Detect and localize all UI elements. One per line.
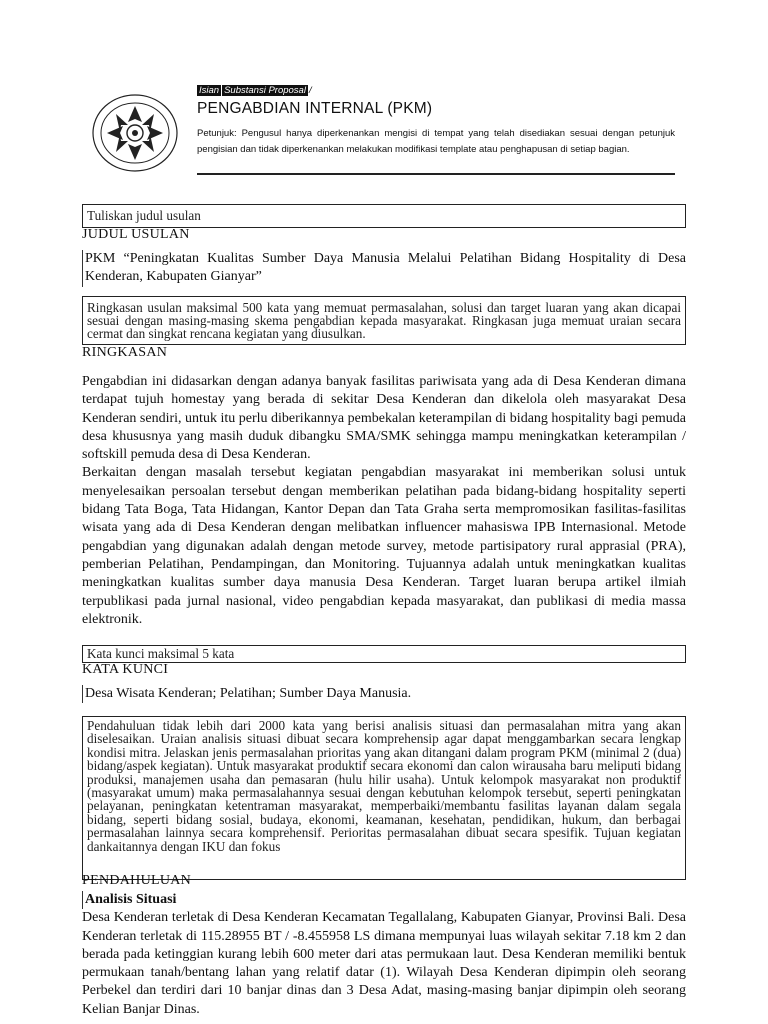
ringkasan-content[interactable]	[82, 373, 686, 629]
kata-kunci-value: Desa Wisata Kenderan; Pelatihan; Sumber Daya Manusia.	[82, 685, 686, 703]
pendahuluan-label: PENDAHULUAN	[82, 873, 192, 888]
analisis-situasi-paragraph: Desa Kenderan terletak di Desa Kenderan Kecamatan Tegallalang, Kabupaten Gianyar, Provinsi Bali. Desa Kenderan terletak di 115.28955 BT / -8.455958 LS dimana mempunyai luas wilayah sekitar 7.18 km 2 dan berada pada ketinggian kurang lebih 600 meter dari atas permukaan laut. Desa Kenderan memiliki bentuk permukaan tanah/bentang lahan yang relatif datar (1). Wilayah Desa Kenderan dipimpin oleh seorang Perbekel dan terdiri dari 10 banjar dinas dan 3 Desa Adat, masing-masing banjar dipimpin oleh seorang Kelian Banjar Dinas.	[82, 910, 686, 1017]
ringkasan-paragraph-2: Berkaitan dengan masalah tersebut kegiatan pengabdian masyarakat ini memberikan solusi untuk menyelesaikan persoalan tersebut dengan memberikan pelatihan pada bidang-bidang hospitality seperti bidang Tata Boga, Tata Hidangan, Kantor Depan dan Tata Graha serta mempromosikan fasilitas-fasilitas wisata yang ada di Desa Kenderan dengan melibatkan influencer mahasiswa IPB Internasional. Metode pengabdian yang digunakan adalah dengan metode survey, metode partisipatory rural apprasial (PRA), pemberian Pelatihan, Pendampingan, dan Monitoring. Tujuannya adalah untuk meningkatkan kualitas meningkatkan kualitas sumber daya manusia Desa Kenderan. Target luaran berupa artikel ilmiah terpublikasi pada jurnal nasional, video pengabdian kepada masyarakat, dan publikasi di media massa elektronik.	[82, 465, 686, 627]
form-title: PENGABDIAN INTERNAL (PKM)	[197, 100, 433, 117]
ringkasan-guide-box[interactable]	[82, 296, 686, 345]
analisis-situasi-heading: Analisis Situasi	[82, 891, 686, 909]
judul-content[interactable]	[82, 250, 686, 287]
pendahuluan-guide-box[interactable]	[82, 716, 686, 880]
ringkasan-label: RINGKASAN	[82, 345, 168, 360]
judul-value: PKM “Peningkatan Kualitas Sumber Daya Manusia Melalui Pelatihan Bidang Hospitality di Desa Kenderan, Kabupaten Gianyar”	[82, 250, 686, 287]
ringkasan-paragraph-1: Pengabdian ini didasarkan dengan adanya banyak fasilitas pariwisata yang ada di Desa Kenderan dimana terdapat tujuh homestay yang berada di sekitar Desa Kenderan dan dikelola oleh masyarakat Desa Kenderan sendiri, untuk itu perlu diberikannya pembekalan keterampilan di bidang hospitality bagi pemuda desa khususnya yang masih duduk dibangku SMA/SMK sehingga mampu meningkatkan keterampilan / softskill pemuda desa di Desa Kenderan.	[82, 374, 686, 463]
pendahuluan-content[interactable]	[82, 891, 686, 1019]
kata-kunci-content[interactable]	[82, 685, 686, 703]
judul-guide-box[interactable]	[82, 204, 686, 228]
institution-logo-icon	[90, 92, 180, 174]
form-tag-word-1: Isian	[199, 85, 220, 96]
kata-kunci-label: KATA KUNCI	[82, 662, 169, 677]
form-tag-suffix: /	[308, 85, 312, 96]
kata-kunci-guide-text: Kata kunci maksimal 5 kata	[87, 646, 235, 661]
form-tag-word-2: Substansi Proposal	[224, 85, 306, 96]
header-divider	[197, 173, 675, 175]
form-tag	[197, 84, 312, 98]
judul-label: JUDUL USULAN	[82, 227, 190, 242]
judul-guide-text: Tuliskan judul usulan	[87, 208, 201, 223]
form-instructions: Petunjuk: Pengusul hanya diperkenankan mengisi di tempat yang telah disediakan sesuai dengan petunjuk pengisian dan tidak diperkenankan melakukan modifikasi template atau penghapusan di setiap bagian.	[197, 128, 675, 155]
pendahuluan-guide-text: Pendahuluan tidak lebih dari 2000 kata yang berisi analisis situasi dan permasalahan mitra yang akan diselesaikan. Uraian analisis situasi dibuat secara komprehensip agar dapat menggambarkan secara lengkap kondisi mitra. Jelaskan jenis permasalahan prioritas yang akan ditangani dalam program PKM (minimal 2 (dua) bidang/aspek kegiatan). Untuk masyarakat produktif secara ekonomi dan calon wirausaha baru meliputi bidang produksi, manajemen usaha dan pemasaran (hulu hilir usaha). Untuk kelompok masyarakat non produktif (masyarakat umum) maka permasalahannya sesuai dengan kebutuhan kelompok tersebut, seperti peningkatan pelayanan, peningkatan ketentraman masyarakat, memperbaiki/membantu fasilitas layanan dalam segala bidang, seperti bidang sosial, budaya, ekonomi, keamanan, kesehatan, pendidikan, hukum, dan berbagai permasalahan lainnya secara komprehensif. Perioritas permasalahan dibuat secara spesifik. Tujuan kegiatan dankaitannya dengan IKU dan fokus	[87, 718, 681, 854]
ringkasan-guide-text: Ringkasan usulan maksimal 500 kata yang memuat permasalahan, solusi dan target luaran yang akan dicapai sesuai dengan masing-masing skema pengabdian kepada masyarakat. Ringkasan juga memuat uraian secara cermat dan singkat rencana kegiatan yang diusulkan.	[87, 300, 681, 341]
kata-kunci-guide-box[interactable]	[82, 645, 686, 663]
